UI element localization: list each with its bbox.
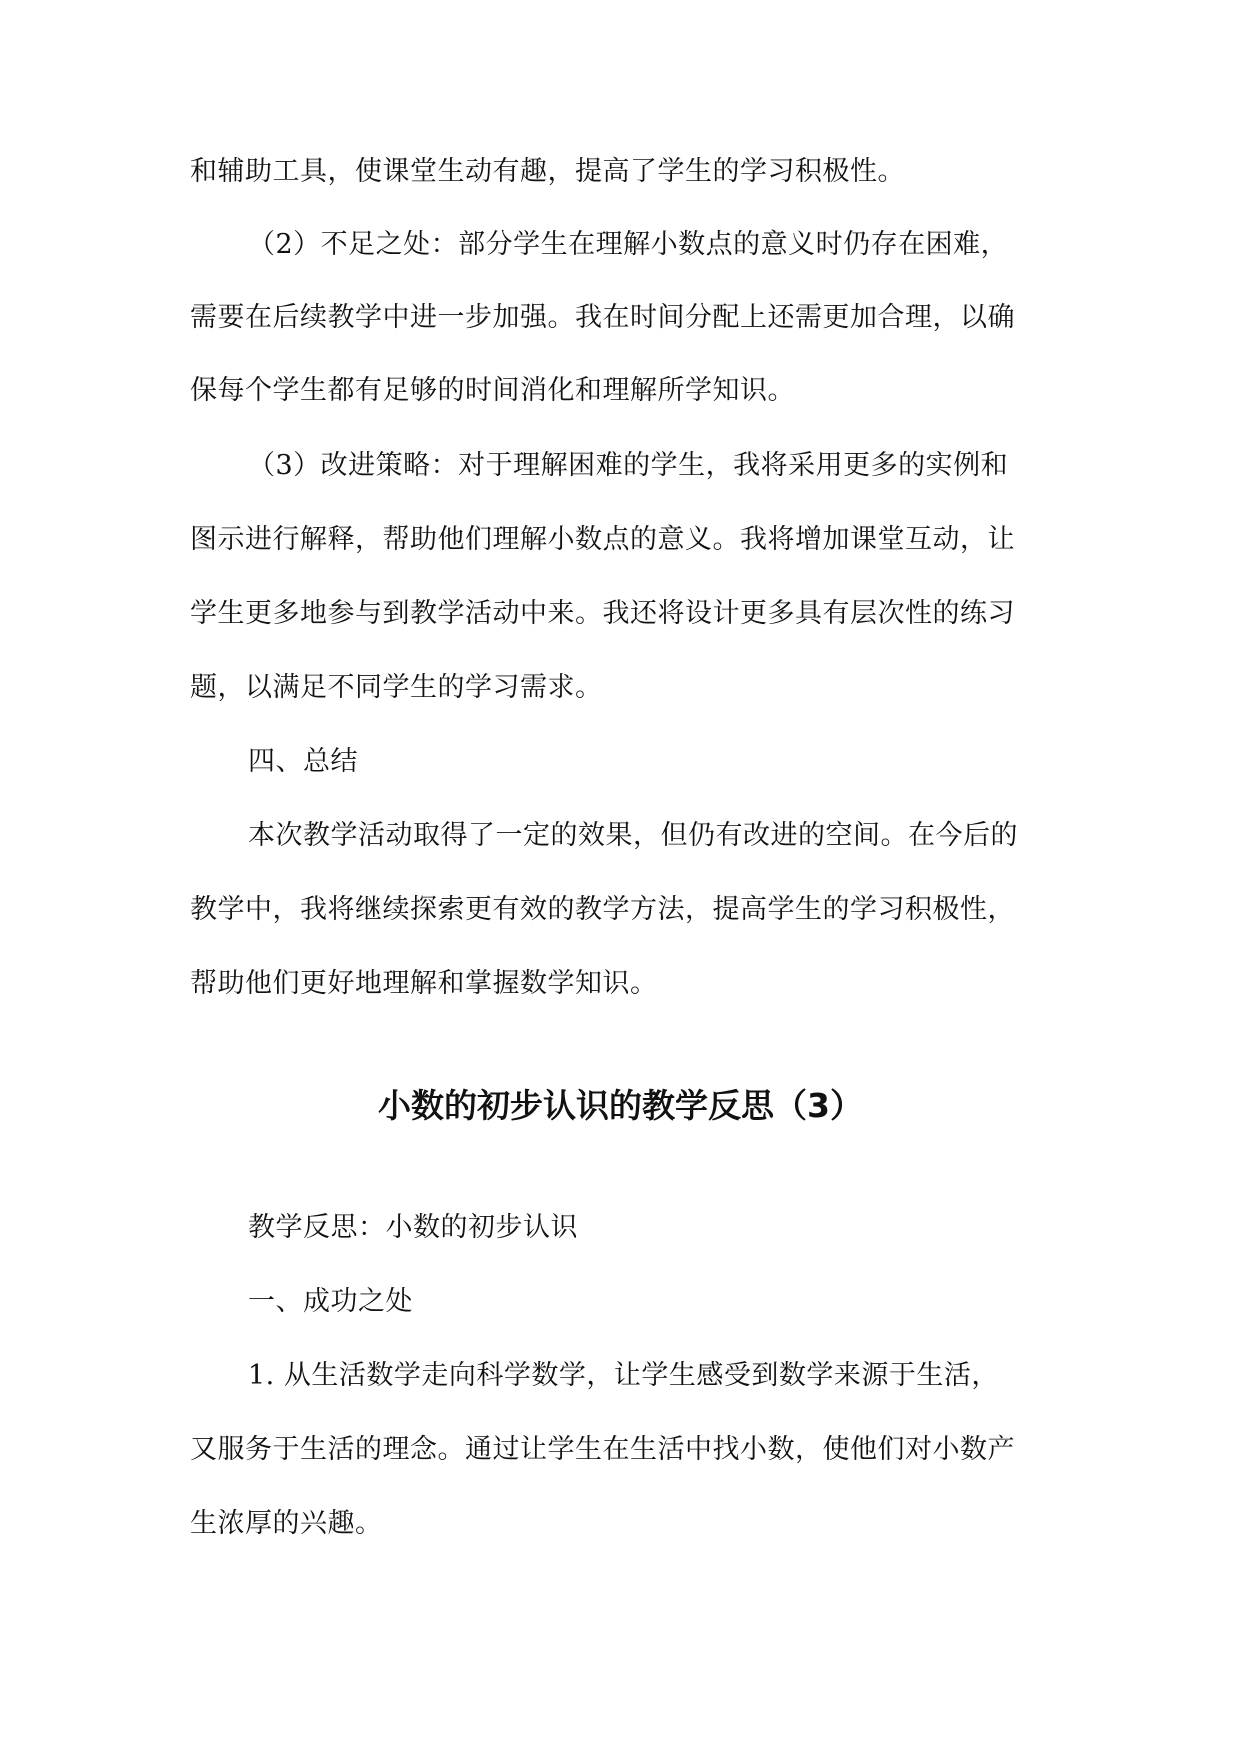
paragraph-line: 学生更多地参与到教学活动中来。我还将设计更多具有层次性的练习 (190, 598, 1015, 629)
paragraph-line: （2）不足之处：部分学生在理解小数点的意义时仍存在困难， (248, 229, 1009, 260)
paragraph-line: 和辅助工具，使课堂生动有趣，提高了学生的学习积极性。 (190, 156, 905, 187)
document-title: 小数的初步认识的教学反思（3） (378, 1086, 863, 1125)
section-heading: 四、总结 (248, 746, 358, 777)
paragraph-line: 又服务于生活的理念。通过让学生在生活中找小数，使他们对小数产 (190, 1434, 1015, 1465)
paragraph-line: 1. 从生活数学走向科学数学，让学生感受到数学来源于生活， (248, 1360, 999, 1391)
section-heading: 一、成功之处 (248, 1286, 413, 1317)
paragraph-line: 教学中，我将继续探索更有效的教学方法，提高学生的学习积极性， (190, 894, 1015, 925)
paragraph-line: 保每个学生都有足够的时间消化和理解所学知识。 (190, 375, 795, 406)
paragraph-line: 图示进行解释，帮助他们理解小数点的意义。我将增加课堂互动，让 (190, 524, 1015, 555)
paragraph-line: 生浓厚的兴趣。 (190, 1508, 383, 1539)
paragraph-line: 需要在后续教学中进一步加强。我在时间分配上还需更加合理，以确 (190, 302, 1015, 333)
paragraph-line: 教学反思：小数的初步认识 (248, 1212, 578, 1243)
paragraph-line: 帮助他们更好地理解和掌握数学知识。 (190, 968, 658, 999)
paragraph-line: 本次教学活动取得了一定的效果，但仍有改进的空间。在今后的 (248, 820, 1018, 851)
paragraph-line: （3）改进策略：对于理解困难的学生，我将采用更多的实例和 (248, 450, 1009, 481)
paragraph-line: 题，以满足不同学生的学习需求。 (190, 672, 603, 703)
